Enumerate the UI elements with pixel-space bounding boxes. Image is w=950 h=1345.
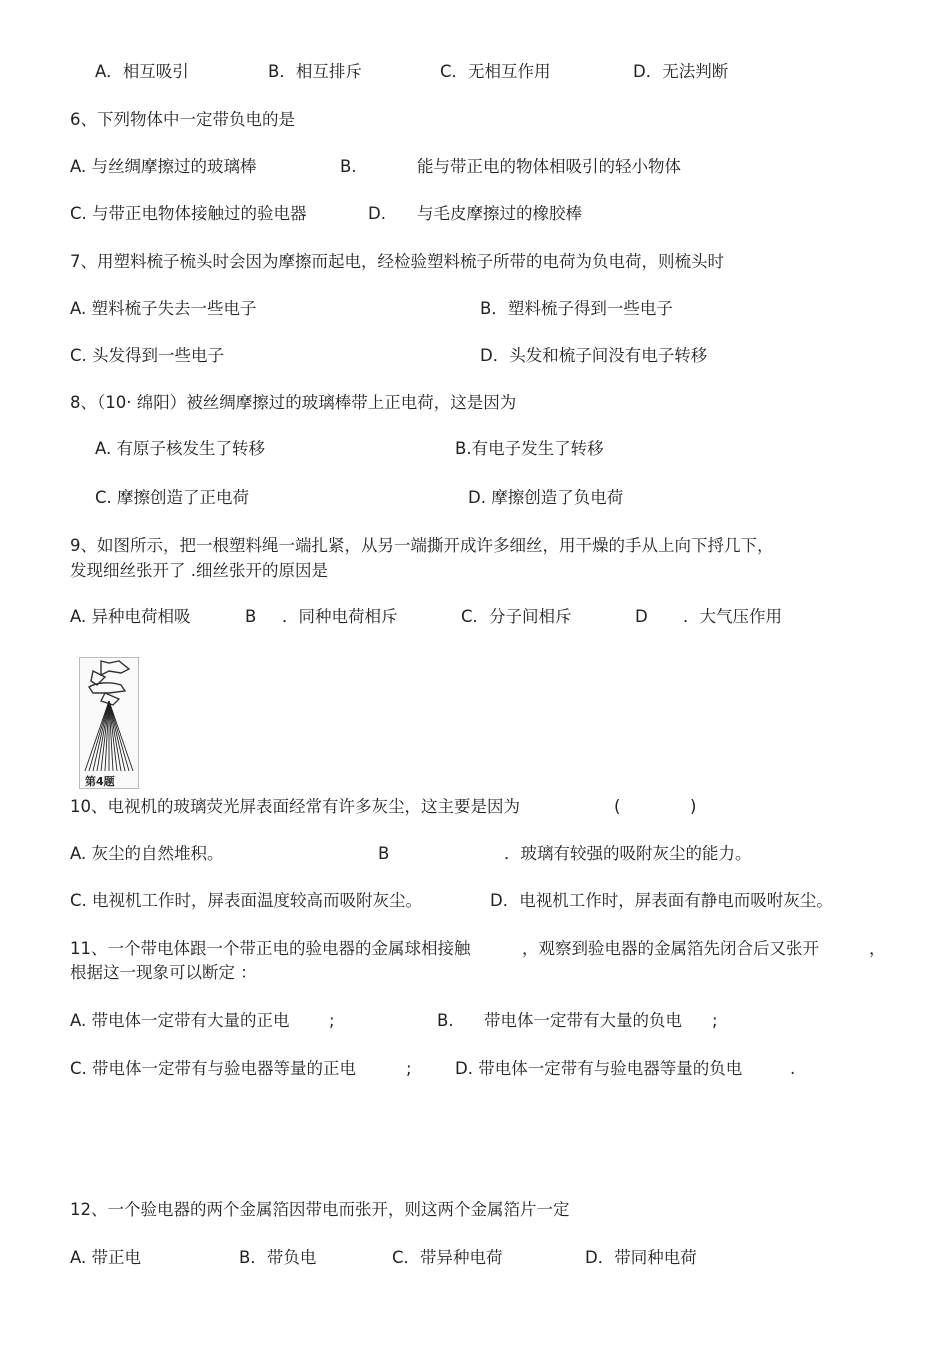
q11-stem-line1-end: ， bbox=[869, 939, 886, 958]
q12-option-a: A. 带正电 bbox=[70, 1248, 141, 1267]
q5-option-a: A．相互吸引 bbox=[95, 62, 189, 81]
q9-option-b-letter: B bbox=[245, 607, 257, 626]
q9-stem-line1: 9、如图所示，把一根塑料绳一端扎紧，从另一端撕开成许多细丝，用干燥的手从上向下捋几下， bbox=[70, 536, 774, 555]
q6-option-d: 与毛皮摩擦过的橡胶棒 bbox=[417, 204, 582, 223]
q11-option-b: 带电体一定带有大量的负电 bbox=[484, 1011, 682, 1030]
q11-stem-line1: 11、一个带电体跟一个带正电的验电器的金属球相接触 bbox=[70, 939, 471, 958]
hand-and-strands-illustration bbox=[79, 657, 139, 789]
q5-option-b: B．相互排斥 bbox=[268, 62, 362, 81]
q12-stem: 12、一个验电器的两个金属箔因带电而张开，则这两个金属箔片一定 bbox=[70, 1200, 570, 1219]
q6-option-b: 能与带正电的物体相吸引的轻小物体 bbox=[417, 157, 681, 176]
q11-option-b-punct: ; bbox=[712, 1011, 718, 1030]
q9-option-a: A. 异种电荷相吸 bbox=[70, 607, 191, 626]
q10-answer-paren-close: ) bbox=[690, 797, 697, 816]
q10-option-d: D．电视机工作时，屏表面有静电而吸咐灰尘。 bbox=[490, 891, 833, 910]
q6-option-c: C. 与带正电物体接触过的验电器 bbox=[70, 204, 307, 223]
figure-caption: 第4题 bbox=[85, 775, 115, 788]
q10-option-b: ．玻璃有较强的吸附灰尘的能力。 bbox=[504, 844, 752, 863]
q7-option-d: D．头发和梳子间没有电子转移 bbox=[480, 346, 708, 365]
q11-stem-line1-cont: ，观察到验电器的金属箔先闭合后又张开 bbox=[522, 939, 819, 958]
q11-option-d: D. 带电体一定带有与验电器等量的负电 bbox=[455, 1059, 743, 1078]
q8-option-b: B.有电子发生了转移 bbox=[455, 439, 604, 458]
q6-option-a: A. 与丝绸摩擦过的玻璃棒 bbox=[70, 157, 257, 176]
q12-option-c: C．带异种电荷 bbox=[392, 1248, 503, 1267]
q8-stem: 8、（10· 绵阳）被丝绸摩擦过的玻璃棒带上正电荷，这是因为 bbox=[70, 393, 517, 412]
q7-option-b: B．塑料梳子得到一些电子 bbox=[480, 299, 673, 318]
q7-stem: 7、用塑料梳子梳头时会因为摩擦而起电，经检验塑料梳子所带的电荷为负电荷，则梳头时 bbox=[70, 252, 724, 271]
q10-stem: 10、电视机的玻璃荧光屏表面经常有许多灰尘，这主要是因为 bbox=[70, 797, 520, 816]
q12-option-b: B．带负电 bbox=[239, 1248, 317, 1267]
q9-option-d: ．大气压作用 bbox=[683, 607, 782, 626]
q9-option-c: C．分子间相斥 bbox=[461, 607, 572, 626]
q8-option-c: C. 摩擦创造了正电荷 bbox=[95, 488, 250, 507]
q11-option-d-punct: . bbox=[790, 1059, 796, 1078]
q11-option-a-punct: ; bbox=[329, 1011, 335, 1030]
q10-option-c: C. 电视机工作时，屏表面温度较高而吸附灰尘。 bbox=[70, 891, 423, 910]
q5-option-d: D．无法判断 bbox=[633, 62, 729, 81]
q10-option-b-letter: B bbox=[378, 844, 390, 863]
q11-option-c-punct: ; bbox=[406, 1059, 412, 1078]
q12-option-d: D．带同种电荷 bbox=[585, 1248, 697, 1267]
plastic-rope-figure bbox=[79, 657, 139, 789]
q11-option-c: C. 带电体一定带有与验电器等量的正电 bbox=[70, 1059, 357, 1078]
q8-option-d: D. 摩擦创造了负电荷 bbox=[468, 488, 624, 507]
q11-stem-line2: 根据这一现象可以断定 ： bbox=[70, 963, 257, 982]
q7-option-a: A. 塑料梳子失去一些电子 bbox=[70, 299, 257, 318]
q11-option-a: A. 带电体一定带有大量的正电 bbox=[70, 1011, 290, 1030]
q6-option-b-letter: B. bbox=[340, 157, 357, 176]
q8-option-a: A. 有原子核发生了转移 bbox=[95, 439, 265, 458]
q9-option-b: ．同种电荷相斥 bbox=[282, 607, 398, 626]
q10-answer-paren-open: ( bbox=[614, 797, 621, 816]
q6-option-d-letter: D. bbox=[368, 204, 386, 223]
q6-stem: 6、下列物体中一定带负电的是 bbox=[70, 110, 295, 129]
q9-stem-line2: 发现细丝张开了 .细丝张开的原因是 bbox=[70, 561, 328, 580]
q10-option-a: A. 灰尘的自然堆积。 bbox=[70, 844, 224, 863]
q9-option-d-letter: D bbox=[635, 607, 648, 626]
q5-option-c: C．无相互作用 bbox=[440, 62, 551, 81]
q11-option-b-letter: B. bbox=[437, 1011, 454, 1030]
q7-option-c: C. 头发得到一些电子 bbox=[70, 346, 225, 365]
